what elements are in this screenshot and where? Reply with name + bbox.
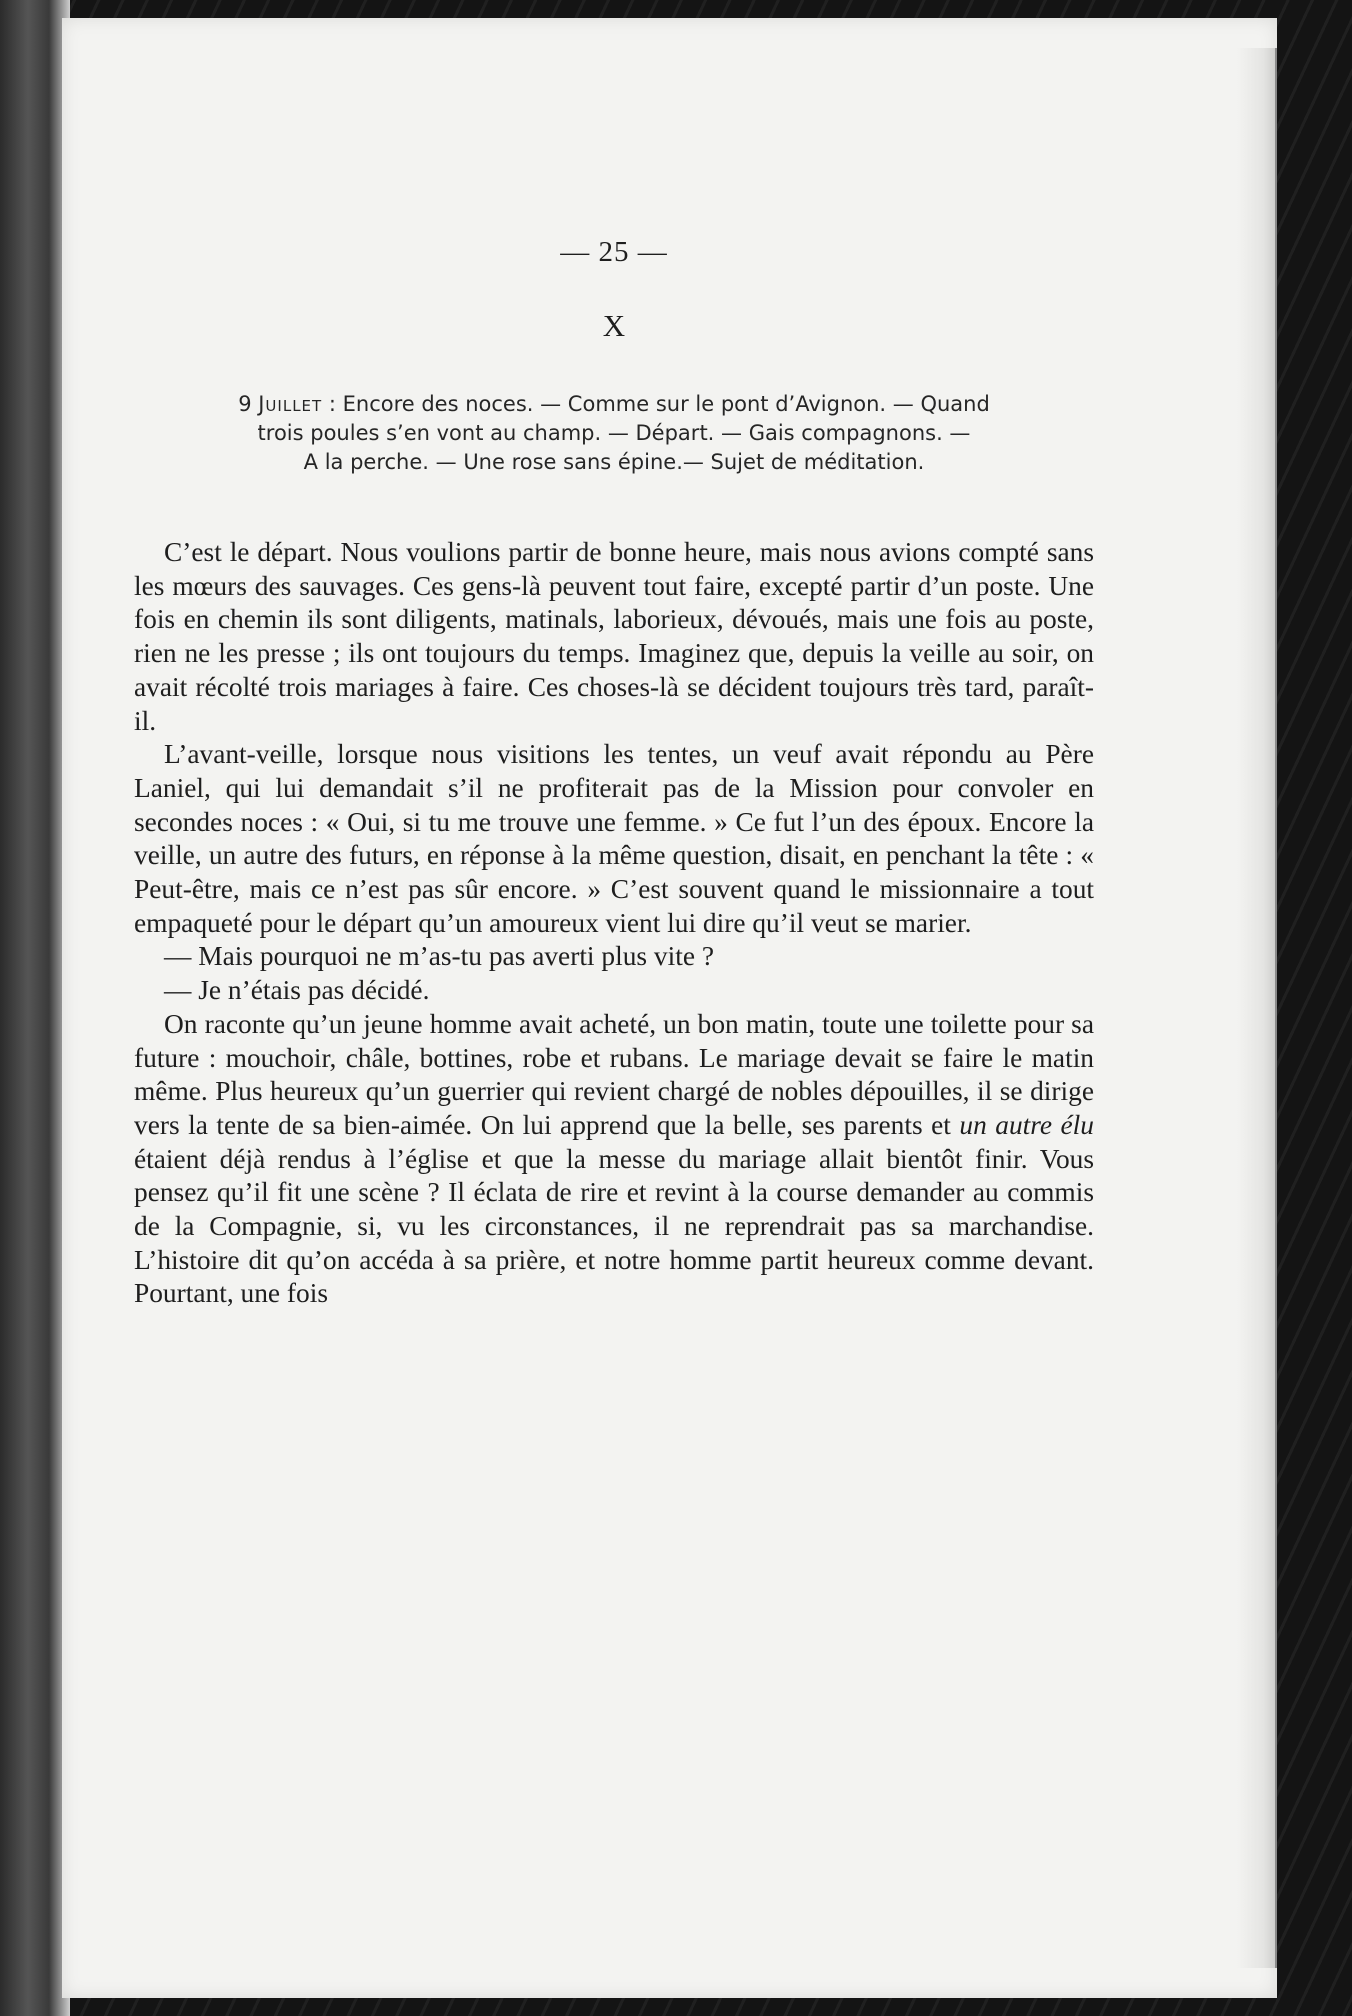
paragraph-5-part-b: étaient déjà rendus à l’église et que la messe du mariage allait bientôt finir. Vous pensez qu’il fit une scène ? Il éclata de rire et revint à la course demander au commis de la Compagnie, si, vu les circonstances, il ne reprendrait pas sa marchandise. L’histoire dit qu’on accéda à sa prière, et notre homme partit heureux comme devant. Pourtant, une fois — [134, 1143, 1094, 1309]
summary-line-3: A la perche. — Une rose sans épine.— Sujet de méditation. — [303, 450, 925, 474]
summary-line-1-text: : Encore des noces. — Comme sur le pont d’Avignon. — Quand — [322, 392, 990, 416]
summary-line-1 — [134, 390, 1094, 419]
book-page — [62, 18, 1277, 1998]
paragraph-5-italic: un autre élu — [959, 1109, 1094, 1140]
page-edge — [1237, 48, 1277, 1968]
summary-date-month: Juillet — [258, 392, 323, 416]
paragraph-2: L’avant-veille, lorsque nous visitions les tentes, un veuf avait répondu au Père Laniel, qui lui demandait s’il ne profiterait pas de la Mission pour convoler en secondes noces : « Oui, si tu me trouve une femme. » Ce fut l’un des époux. Encore la veille, un autre des futurs, en réponse à la même question, disait, en penchant la tête : « Peut-être, mais ce n’est pas sûr encore. » C’est souvent quand le missionnaire a tout empaqueté pour le départ qu’un amoureux vient lui dire qu’il veut se marier. — [134, 739, 1094, 938]
body-text — [134, 536, 1094, 1311]
dialogue-line-1: — Mais pourquoi ne m’as-tu pas averti plus vite ? — [164, 941, 714, 972]
summary-line-2: trois poules s’en vont au champ. — Départ. — Gais compagnons. — — [257, 421, 971, 445]
summary-date-day: 9 — [238, 392, 259, 416]
paragraph-5-part-a: On raconte qu’un jeune homme avait acheté, un bon matin, toute une toilette pour sa future : mouchoir, châle, bottines, robe et rubans. Le mariage devait se faire le matin même. Plus heureux qu’un guerrier qui revient chargé de nobles dépouilles, il se dirige vers la tente de sa bien-aimée. On lui apprend que la belle, ses parents et — [134, 1008, 1094, 1140]
paragraph-1: C’est le départ. Nous voulions partir de bonne heure, mais nous avions compté sans les mœurs des sauvages. Ces gens-là peuvent tout faire, excepté partir d’un poste. Une fois en chemin ils sont diligents, matinals, laborieux, dévoués, mais une fois au poste, rien ne les presse ; ils ont toujours du temps. Imaginez que, depuis la veille au soir, on avait récolté trois mariages à faire. Ces choses-là se décident toujours très tard, paraît-il. — [134, 537, 1094, 736]
book-spine-edge — [0, 0, 70, 2016]
chapter-summary — [134, 390, 1094, 477]
dialogue-line-2: — Je n’étais pas décidé. — [164, 975, 430, 1006]
paragraph-5 — [134, 1008, 1094, 1311]
page-number: — 25 — — [560, 236, 668, 268]
chapter-heading: X — [602, 308, 626, 343]
